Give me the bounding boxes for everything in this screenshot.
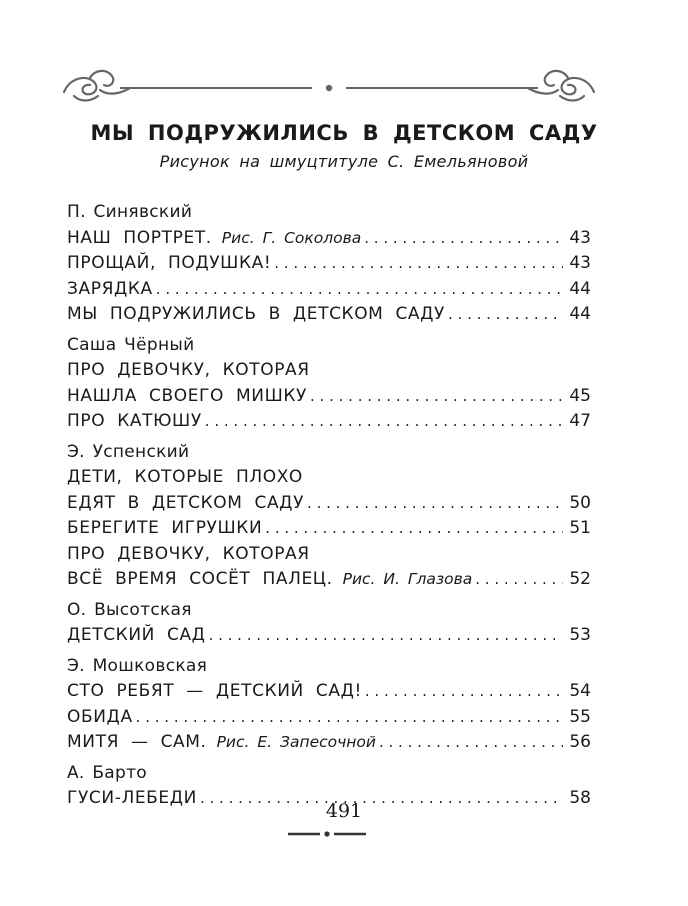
section-subtitle: Рисунок на шмуцтитуле С. Емельяновой: [159, 152, 529, 171]
entry-illustrator: Рис. И. Глазова: [342, 570, 473, 588]
author-name: П. Синявский: [67, 202, 193, 222]
entry-title: МИТЯ — САМ.: [67, 732, 207, 752]
author-name: Саша Чёрный: [67, 334, 195, 355]
entry-title: ОБИДА: [67, 706, 133, 727]
entry-page-number: 53: [569, 625, 591, 645]
entry-page-number: 50: [569, 492, 591, 513]
dot-divider-icon: [286, 826, 368, 840]
entry-title: ГУСИ-ЛЕБЕДИ: [67, 788, 197, 808]
entry-page-number: 43: [569, 227, 591, 248]
entry-title: ПРО ДЕВОЧКУ, КОТОРАЯ: [67, 360, 310, 380]
toc-entry[interactable]: [67, 567, 591, 593]
toc-entry[interactable]: [67, 465, 591, 491]
dot-leader: [209, 623, 563, 649]
toc-entry[interactable]: [67, 302, 591, 328]
dot-leader: [310, 384, 563, 410]
toc-entry[interactable]: [67, 251, 591, 277]
entry-page-number: 47: [569, 411, 591, 431]
dot-leader: [379, 730, 563, 756]
entry-page-number: 55: [569, 706, 591, 727]
toc-author-group: [67, 440, 591, 593]
entry-title: СТО РЕБЯТ — ДЕТСКИЙ САД!: [67, 681, 362, 701]
entry-title: НАШЛА СВОЕГО МИШКУ: [67, 385, 308, 406]
entry-title: ПРО КАТЮШУ: [67, 411, 202, 431]
dot-leader: [274, 251, 563, 277]
toc-entry[interactable]: [67, 623, 591, 649]
dot-leader: [136, 705, 563, 731]
table-of-contents: [67, 200, 591, 817]
dot-leader: [307, 491, 563, 517]
toc-author-group: [67, 654, 591, 756]
entry-illustrator: Рис. Е. Запесочной: [216, 733, 376, 751]
entry-page-number: 58: [569, 788, 591, 808]
toc-entry[interactable]: [67, 705, 591, 731]
dot-leader: [205, 409, 563, 435]
entry-page-number: 45: [569, 385, 591, 406]
author-name: Э. Мошковская: [67, 655, 208, 676]
entry-title: НАШ ПОРТРЕТ.: [67, 227, 212, 248]
entry-page-number: 43: [569, 253, 591, 273]
dot-leader: [365, 679, 563, 705]
toc-author-group: [67, 200, 591, 328]
dot-leader: [265, 516, 563, 542]
dot-leader: [364, 226, 563, 252]
toc-entry[interactable]: [67, 384, 591, 410]
page-number: 491: [325, 800, 363, 822]
entry-title: ВСЁ ВРЕМЯ СОСЁТ ПАЛЕЦ.: [67, 569, 333, 589]
entry-title: ЕДЯТ В ДЕТСКОМ САДУ: [67, 492, 305, 513]
entry-title: БЕРЕГИТЕ ИГРУШКИ: [67, 518, 263, 538]
entry-page-number: 44: [569, 304, 591, 324]
entry-title: МЫ ПОДРУЖИЛИСЬ В ДЕТСКОМ САДУ: [67, 304, 445, 324]
entry-title: ЗАРЯДКА: [67, 278, 153, 299]
ornamental-divider-icon: [60, 66, 598, 106]
entry-page-number: 54: [569, 681, 591, 701]
author-name: А. Барто: [67, 762, 148, 783]
toc-author-group: [67, 333, 591, 435]
entry-title: ДЕТИ, КОТОРЫЕ ПЛОХО: [67, 467, 303, 487]
toc-entry[interactable]: [67, 358, 591, 384]
dot-leader: [475, 567, 563, 593]
entry-title: ПРОЩАЙ, ПОДУШКА!: [67, 253, 272, 273]
author-name: Э. Успенский: [67, 441, 190, 462]
entry-page-number: 51: [569, 518, 591, 538]
entry-page-number: 52: [569, 569, 591, 589]
author-name: О. Высотская: [67, 599, 192, 620]
entry-title: ПРО ДЕВОЧКУ, КОТОРАЯ: [67, 543, 310, 564]
dot-leader: [156, 277, 563, 303]
entry-title: ДЕТСКИЙ САД: [67, 625, 206, 645]
toc-author-group: [67, 598, 591, 649]
toc-entry[interactable]: [67, 542, 591, 568]
toc-entry[interactable]: [67, 679, 591, 705]
toc-entry[interactable]: [67, 409, 591, 435]
toc-entry[interactable]: [67, 277, 591, 303]
toc-entry[interactable]: [67, 730, 591, 756]
toc-entry[interactable]: [67, 516, 591, 542]
entry-page-number: 44: [569, 278, 591, 299]
toc-entry[interactable]: [67, 491, 591, 517]
entry-page-number: 56: [569, 732, 591, 752]
section-title: МЫ ПОДРУЖИЛИСЬ В ДЕТСКОМ САДУ: [90, 121, 598, 145]
entry-illustrator: Рис. Г. Соколова: [221, 228, 362, 247]
dot-leader: [448, 302, 563, 328]
toc-entry[interactable]: [67, 226, 591, 252]
